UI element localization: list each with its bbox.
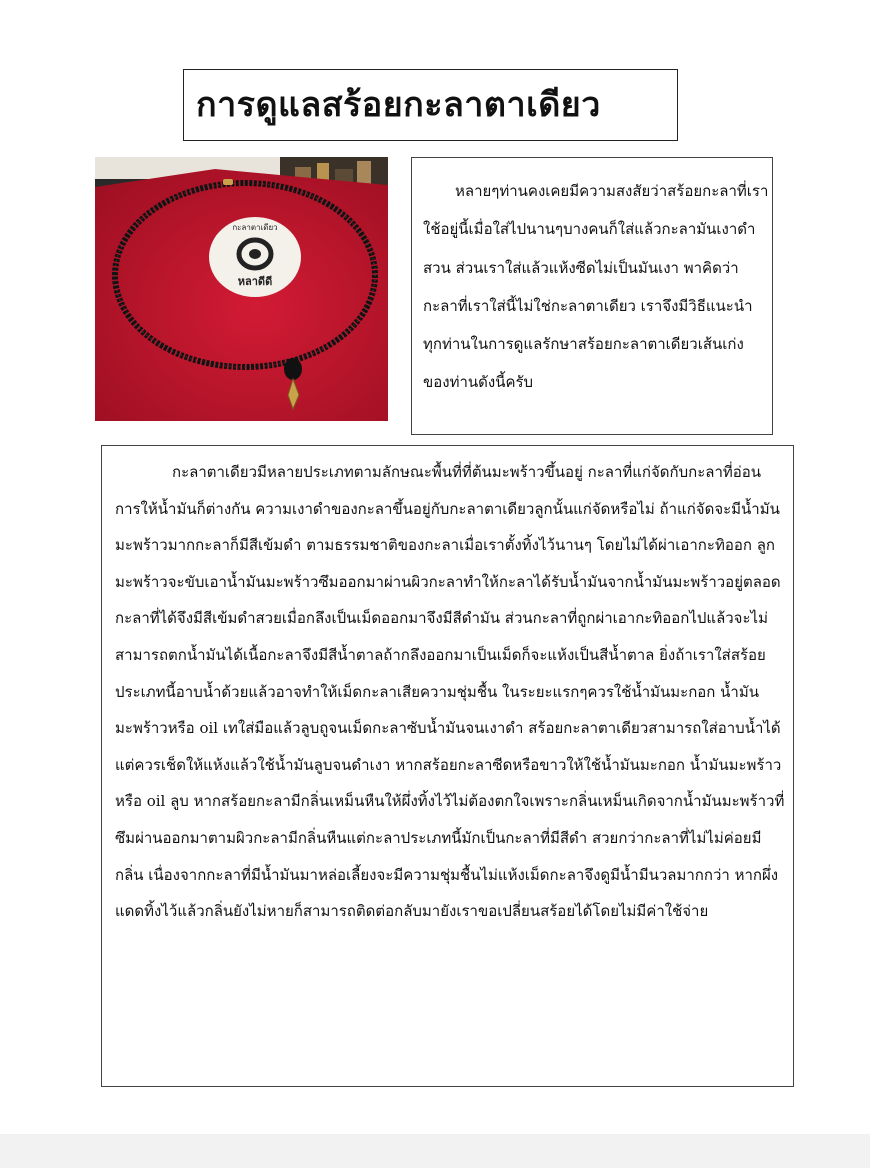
- title-box: [183, 69, 678, 141]
- body-text-box: [101, 445, 794, 1087]
- logo-top-text: กะลาตาเดียว: [232, 223, 278, 232]
- intro-text-box: [411, 157, 773, 435]
- body-paragraph: กะลาตาเดียวมีหลายประเภทตามลักษณะพื้นที่ที่ต้นมะพร้าวขึ้นอยู่ กะลาที่แก่จัดกับกะลาที่อ่อนการให้น้ำมันก็ต่างกัน ความเงาดำของกะลาขึ้นอยู่กับกะลาตาเดียวลูกนั้นแก่จัดหรือไม่ ถ้าแก่จัดจะมีน้ำมันมะพร้าวมากกะลาก็มีสีเข้มดำ ตามธรรมชาติของกะลาเมื่อเราตั้งทิ้งไว้นานๆ โดยไม่ได้ผ่าเอากะทิออก ลูกมะพร้าวจะขับเอาน้ำมันมะพร้าวซึมออกมาผ่านผิวกะลาทำให้กะลาได้รับน้ำมันจากน้ำมันมะพร้าวอยู่ตลอดกะลาที่ได้จึงมีสีเข้มดำสวยเมื่อกลึงเป็นเม็ดออกมาจึงมีสีดำมัน ส่วนกะลาที่ถูกผ่าเอากะทิออกไปแล้วจะไม่สามารถตกน้ำมันได้เนื้อกะลาจึงมีสีน้ำตาลถ้ากลึงออกมาเป็นเม็ดก็จะแห้งเป็นสีน้ำตาล ยิ่งถ้าเราใส่สร้อยประเภทนี้อาบน้ำด้วยแล้วอาจทำให้เม็ดกะลาเสียความชุ่มชื้น ในระยะแรกๆควรใช้น้ำมันมะกอก น้ำมันมะพร้าวหรือ oil เทใส่มือแล้วลูบถูจนเม็ดกะลาซับน้ำมันจนเงาดำ สร้อยกะลาตาเดียวสามารถใส่อาบน้ำได้แต่ควรเช็ดให้แห้งแล้วใช้น้ำมันลูบจนดำเงา หากสร้อยกะลาซีดหรือขาวให้ใช้น้ำมันมะกอก น้ำมันมะพร้าวหรือ oil ลูบ หากสร้อยกะลามีกลิ่นเหม็นหืนให้ผึ่งทิ้งไว้ไม่ต้องตกใจเพราะกลิ่นเหม็นเกิดจากน้ำมันมะพร้าวที่ซึมผ่านออกมาตามผิวกะลามีกลิ่นหืนแต่กะลาประเภทนี้มักเป็นกะลาที่มีสีดำ สวยกว่ากะลาที่ไม่ไม่ค่อยมีกลิ่น เนื่องจากกะลาที่มีน้ำมันมาหล่อเลี้ยงจะมีความชุ่มชื้นไม่แห้งเม็ดกะลาจึงดูมีน้ำมีนวลมากกว่า หากผึ่งแดดทิ้งไว้แล้วกลิ่นยังไม่หายก็สามารถติดต่อกลับมายังเราขอเปลี่ยนสร้อยได้โดยไม่มีค่าใช้จ่าย: [115, 463, 785, 921]
- necklace-photo: [95, 157, 388, 421]
- page-bottom-margin: [0, 1134, 870, 1168]
- necklace-photo-illustration: [95, 157, 388, 421]
- logo-bottom-text: หลาดีดี: [237, 275, 273, 288]
- intro-paragraph: หลายๆท่านคงเคยมีความสงสัยว่าสร้อยกะลาที่เราใช้อยู่นี้เมื่อใส่ไปนานๆบางคนก็ใส่แล้วกะลามันเงาดำสวน ส่วนเราใส่แล้วแห้งซีดไม่เป็นมันเงา พาคิดว่ากะลาที่เราใส่นี้ไม่ใช่กะลาตาเดียว เราจึงมีวิธีแนะนำทุกท่านในการดูแลรักษาสร้อยกะลาตาเดียวเส้นเก่งของท่านดังนี้ครับ: [423, 182, 769, 392]
- page-title: การดูแลสร้อยกะลาตาเดียว: [196, 85, 601, 125]
